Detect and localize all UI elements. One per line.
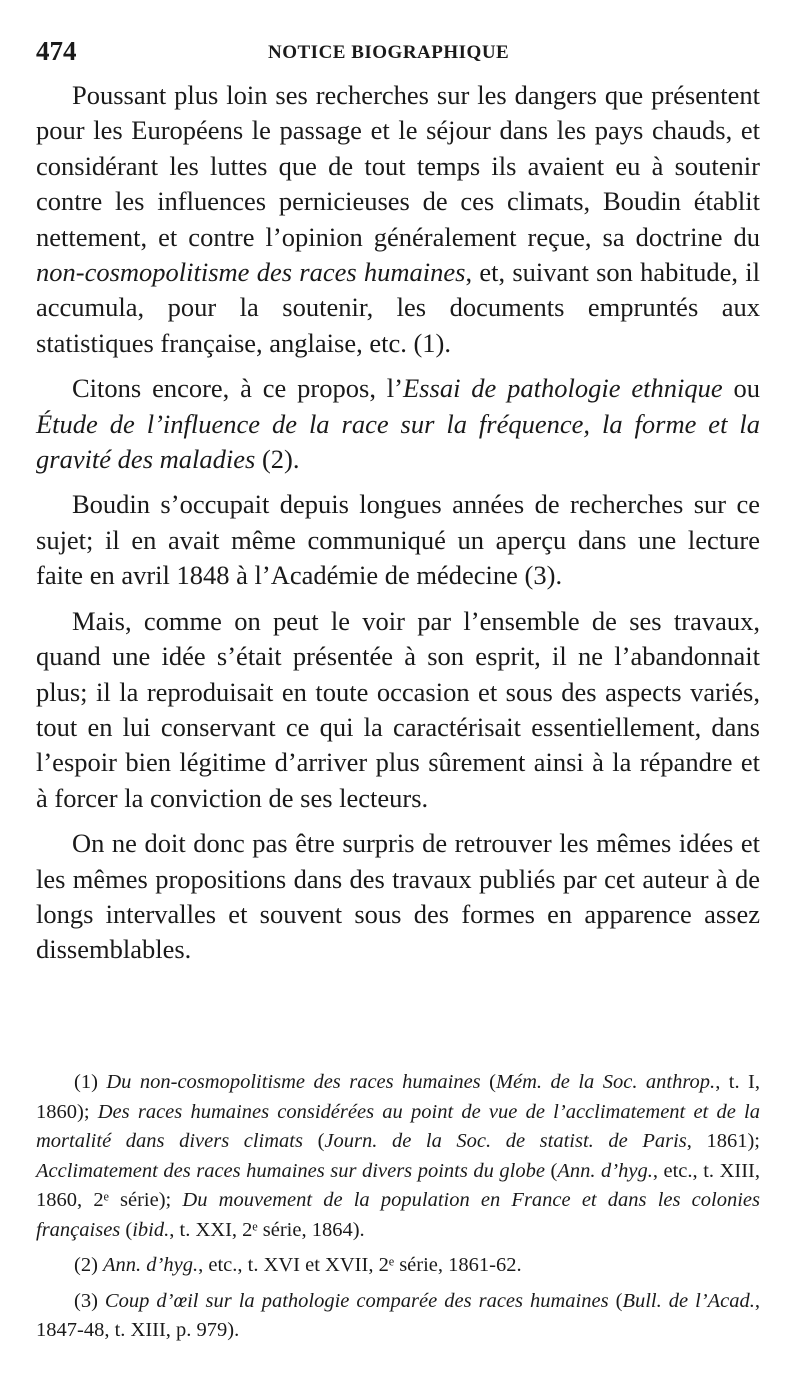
text-span: Poussant plus loin ses recherches sur les dangers que présentent pour les Européens le passage et le séjour dans les pays chauds, et considérant les luttes que de tout temps ils avaient eu à soutenir contre les influences pernicieuses de ces climats, Boudin établit nettement, et contre l’opinion généralement reçue, sa doctrine du xyxy=(36,80,760,252)
text-span: ( xyxy=(544,1159,558,1182)
main-text xyxy=(36,78,760,978)
italic-span: Ann. d’hyg. xyxy=(103,1254,199,1276)
footnote-number: (1) xyxy=(74,1071,107,1093)
text-span: ( xyxy=(608,1289,623,1312)
text-span: , 1861); xyxy=(686,1130,760,1152)
text-span: (2). xyxy=(255,444,300,475)
text-span: ( xyxy=(120,1218,133,1241)
page-header xyxy=(36,36,760,66)
footnote-number: (2) xyxy=(74,1254,104,1276)
italic-span: Coup d’œil sur la pathologie comparée des races humaines xyxy=(104,1289,609,1312)
page-number: 474 xyxy=(36,36,77,66)
text-span: , etc., t. XIII, 1860, 2ᵉ série); xyxy=(36,1159,760,1211)
paragraph-1 xyxy=(36,78,760,361)
footnote-number: (3) xyxy=(74,1289,105,1312)
text-span: Citons encore, à ce propos, l’ xyxy=(72,373,403,404)
paragraph-2 xyxy=(36,371,760,477)
text-span: , t. I, 1860); xyxy=(36,1071,760,1123)
text-span: , t. XXI, 2ᵉ série, 1864). xyxy=(169,1218,365,1241)
footnote-3 xyxy=(36,1287,760,1346)
italic-span: Ann. d’hyg. xyxy=(557,1159,653,1182)
paragraph-5: On ne doit donc pas être surpris de retrouver les mêmes idées et les mêmes propositions dans des travaux publiés par cet auteur à de longs intervalles et souvent sous des formes en apparence assez dissemblables. xyxy=(36,828,760,965)
italic-span: ibid. xyxy=(132,1218,170,1241)
paragraph-3: Boudin s’occupait depuis longues années de recherches sur ce sujet; il en avait même communiqué un aperçu dans une lecture faite en avril 1848 à l’Académie de médecine (3). xyxy=(36,489,760,591)
italic-span: Des races humaines considérées au point de vue de l’acclimatement et de la mortalité dans divers climats xyxy=(36,1100,760,1152)
italic-span: Étude de l’influence de la race sur la fréquence, la forme et la gravité des maladies xyxy=(36,408,760,475)
italic-span: Bull. de l’Acad. xyxy=(622,1289,755,1312)
italic-span: Du mouvement de la population en France et dans les colonies françaises xyxy=(36,1189,760,1241)
italic-span: Mém. de la Soc. anthrop. xyxy=(495,1071,716,1093)
text-span: ( xyxy=(480,1071,496,1093)
footnote-2 xyxy=(36,1251,760,1281)
paragraph-4: Mais, comme on peut le voir par l’ensemble de ses travaux, quand une idée s’était présentée à son esprit, il ne l’abandonnait plus; il la reproduisait en toute occasion et sous des aspects variés, tout en lui conservant ce qui la caractérisait essentiellement, dans l’espoir bien légitime d’arriver plus sûrement ainsi à la répandre et à forcer la conviction de ses lecteurs. xyxy=(36,605,760,813)
text-span: ( xyxy=(302,1130,325,1152)
italic-span: Journ. de la Soc. de statist. de Paris xyxy=(324,1130,687,1152)
italic-span: Du non-cosmopolitisme des races humaines xyxy=(106,1071,481,1093)
running-title: NOTICE BIOGRAPHIQUE xyxy=(268,42,510,63)
text-span: , 1847-48, t. XIII, p. 979). xyxy=(36,1289,760,1341)
footnotes xyxy=(36,1068,760,1352)
footnote-1 xyxy=(36,1068,760,1245)
text-span: , et, suivant son habitude, il accumula, pour la soutenir, les documents empruntés aux statistiques française, anglaise, etc. (1). xyxy=(36,257,760,358)
italic-span: non-cosmopolitisme des races humaines xyxy=(36,257,466,288)
italic-span: Essai de pathologie ethnique xyxy=(403,373,723,404)
italic-span: Acclimatement des races humaines sur divers points du globe xyxy=(36,1159,545,1182)
text-span: ou xyxy=(722,373,760,404)
text-span: , etc., t. XVI et XVII, 2ᵉ série, 1861-62. xyxy=(198,1254,522,1276)
